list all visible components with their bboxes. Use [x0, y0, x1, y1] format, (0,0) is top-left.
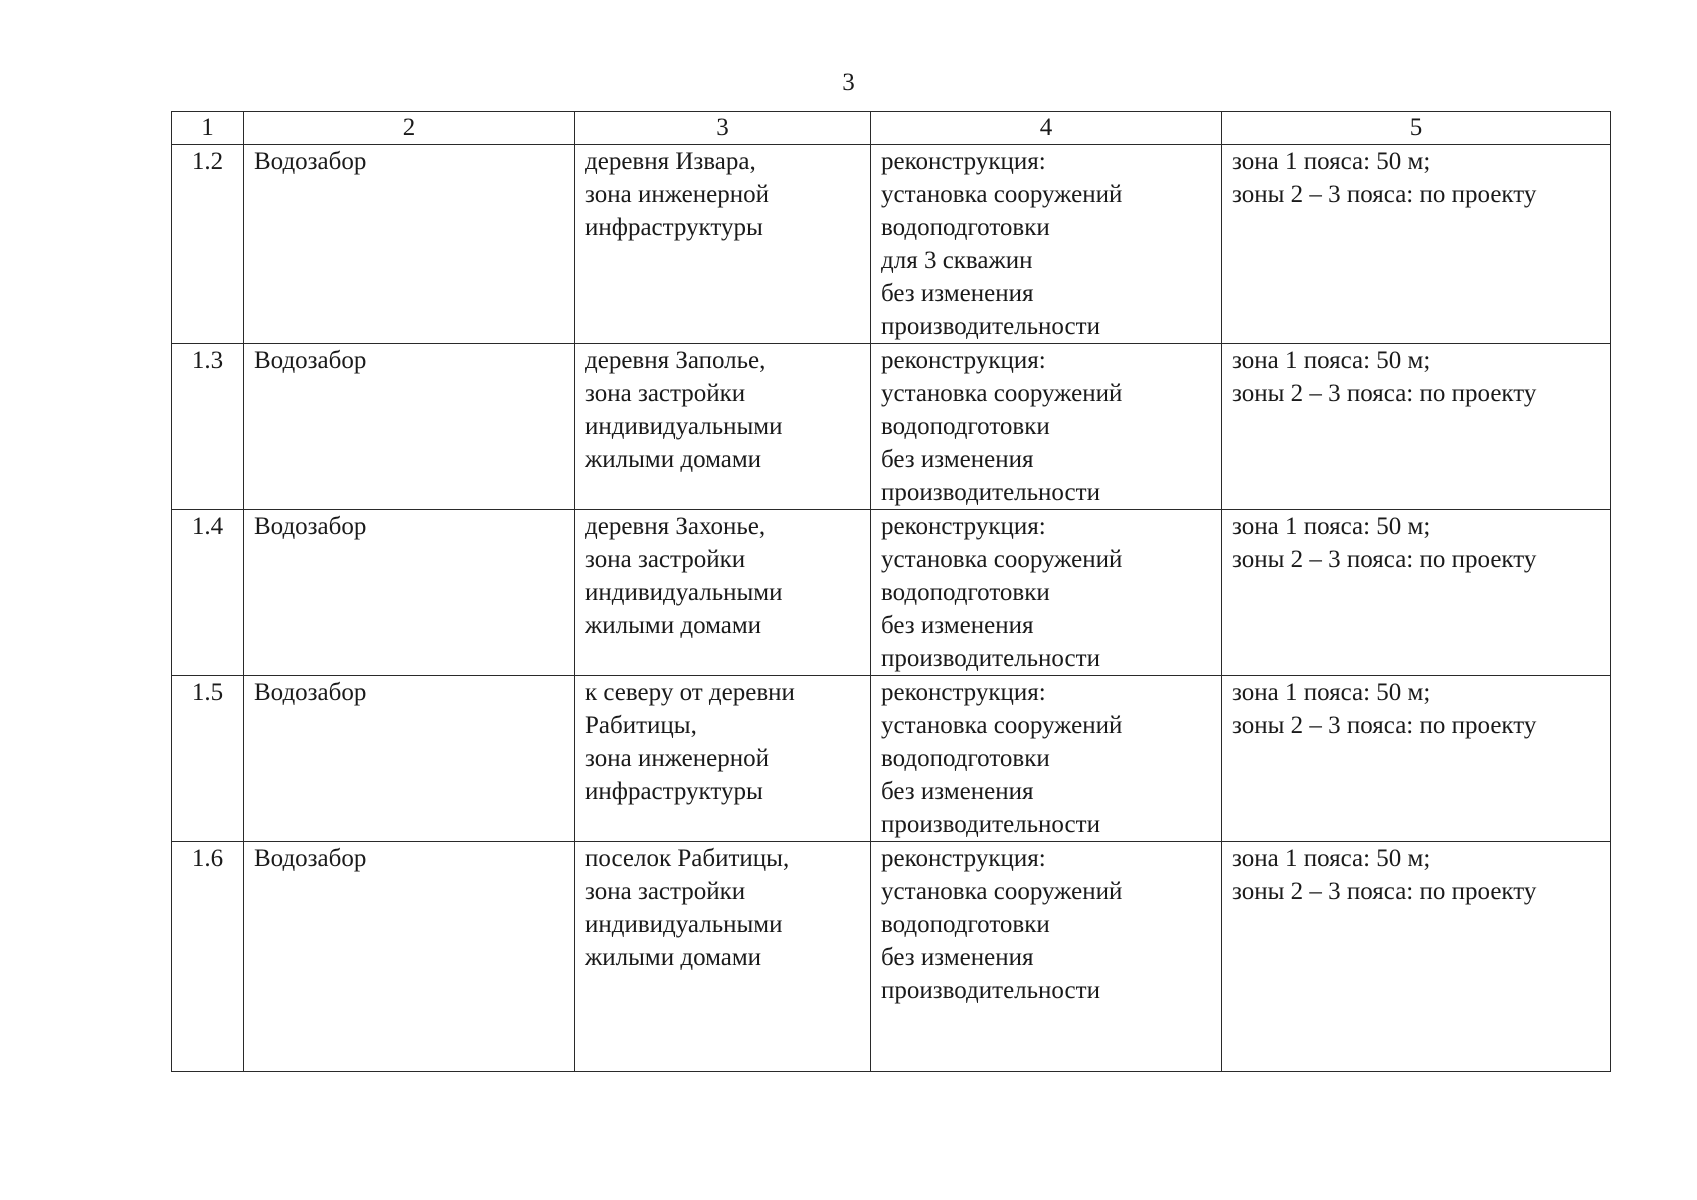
- object-action: реконструкция: установка сооружений водоподготовки без изменения производительности: [871, 344, 1222, 510]
- header-col-5: 5: [1222, 112, 1611, 145]
- protection-zone: зона 1 пояса: 50 м; зоны 2 – 3 пояса: по проекту: [1222, 842, 1611, 1072]
- table-row: [172, 344, 1611, 510]
- protection-zone: зона 1 пояса: 50 м; зоны 2 – 3 пояса: по проекту: [1222, 145, 1611, 344]
- object-location: деревня Извара, зона инженерной инфраструктуры: [575, 145, 871, 344]
- object-action: реконструкция: установка сооружений водоподготовки для 3 скважин без изменения производительности: [871, 145, 1222, 344]
- object-name: Водозабор: [244, 510, 575, 676]
- header-row: [172, 112, 1611, 145]
- object-location: деревня Заполье, зона застройки индивидуальными жилыми домами: [575, 344, 871, 510]
- object-location: к северу от деревни Рабитицы, зона инженерной инфраструктуры: [575, 676, 871, 842]
- object-action: реконструкция: установка сооружений водоподготовки без изменения производительности: [871, 510, 1222, 676]
- row-number: 1.3: [172, 344, 244, 510]
- protection-zone: зона 1 пояса: 50 м; зоны 2 – 3 пояса: по проекту: [1222, 344, 1611, 510]
- table-row: [172, 145, 1611, 344]
- table-row: [172, 676, 1611, 842]
- object-action: реконструкция: установка сооружений водоподготовки без изменения производительности: [871, 676, 1222, 842]
- object-name: Водозабор: [244, 145, 575, 344]
- row-number: 1.6: [172, 842, 244, 1072]
- object-location: поселок Рабитицы, зона застройки индивидуальными жилыми домами: [575, 842, 871, 1072]
- object-name: Водозабор: [244, 344, 575, 510]
- page-number: 3: [842, 69, 855, 96]
- document-table: [171, 111, 1611, 1072]
- header-col-1: 1: [172, 112, 244, 145]
- header-col-2: 2: [244, 112, 575, 145]
- object-location: деревня Захонье, зона застройки индивидуальными жилыми домами: [575, 510, 871, 676]
- row-number: 1.2: [172, 145, 244, 344]
- object-action: реконструкция: установка сооружений водоподготовки без изменения производительности: [871, 842, 1222, 1072]
- protection-zone: зона 1 пояса: 50 м; зоны 2 – 3 пояса: по проекту: [1222, 510, 1611, 676]
- row-number: 1.5: [172, 676, 244, 842]
- table-row: [172, 510, 1611, 676]
- header-col-3: 3: [575, 112, 871, 145]
- table-row: [172, 842, 1611, 1072]
- object-name: Водозабор: [244, 676, 575, 842]
- object-name: Водозабор: [244, 842, 575, 1072]
- protection-zone: зона 1 пояса: 50 м; зоны 2 – 3 пояса: по проекту: [1222, 676, 1611, 842]
- row-number: 1.4: [172, 510, 244, 676]
- header-col-4: 4: [871, 112, 1222, 145]
